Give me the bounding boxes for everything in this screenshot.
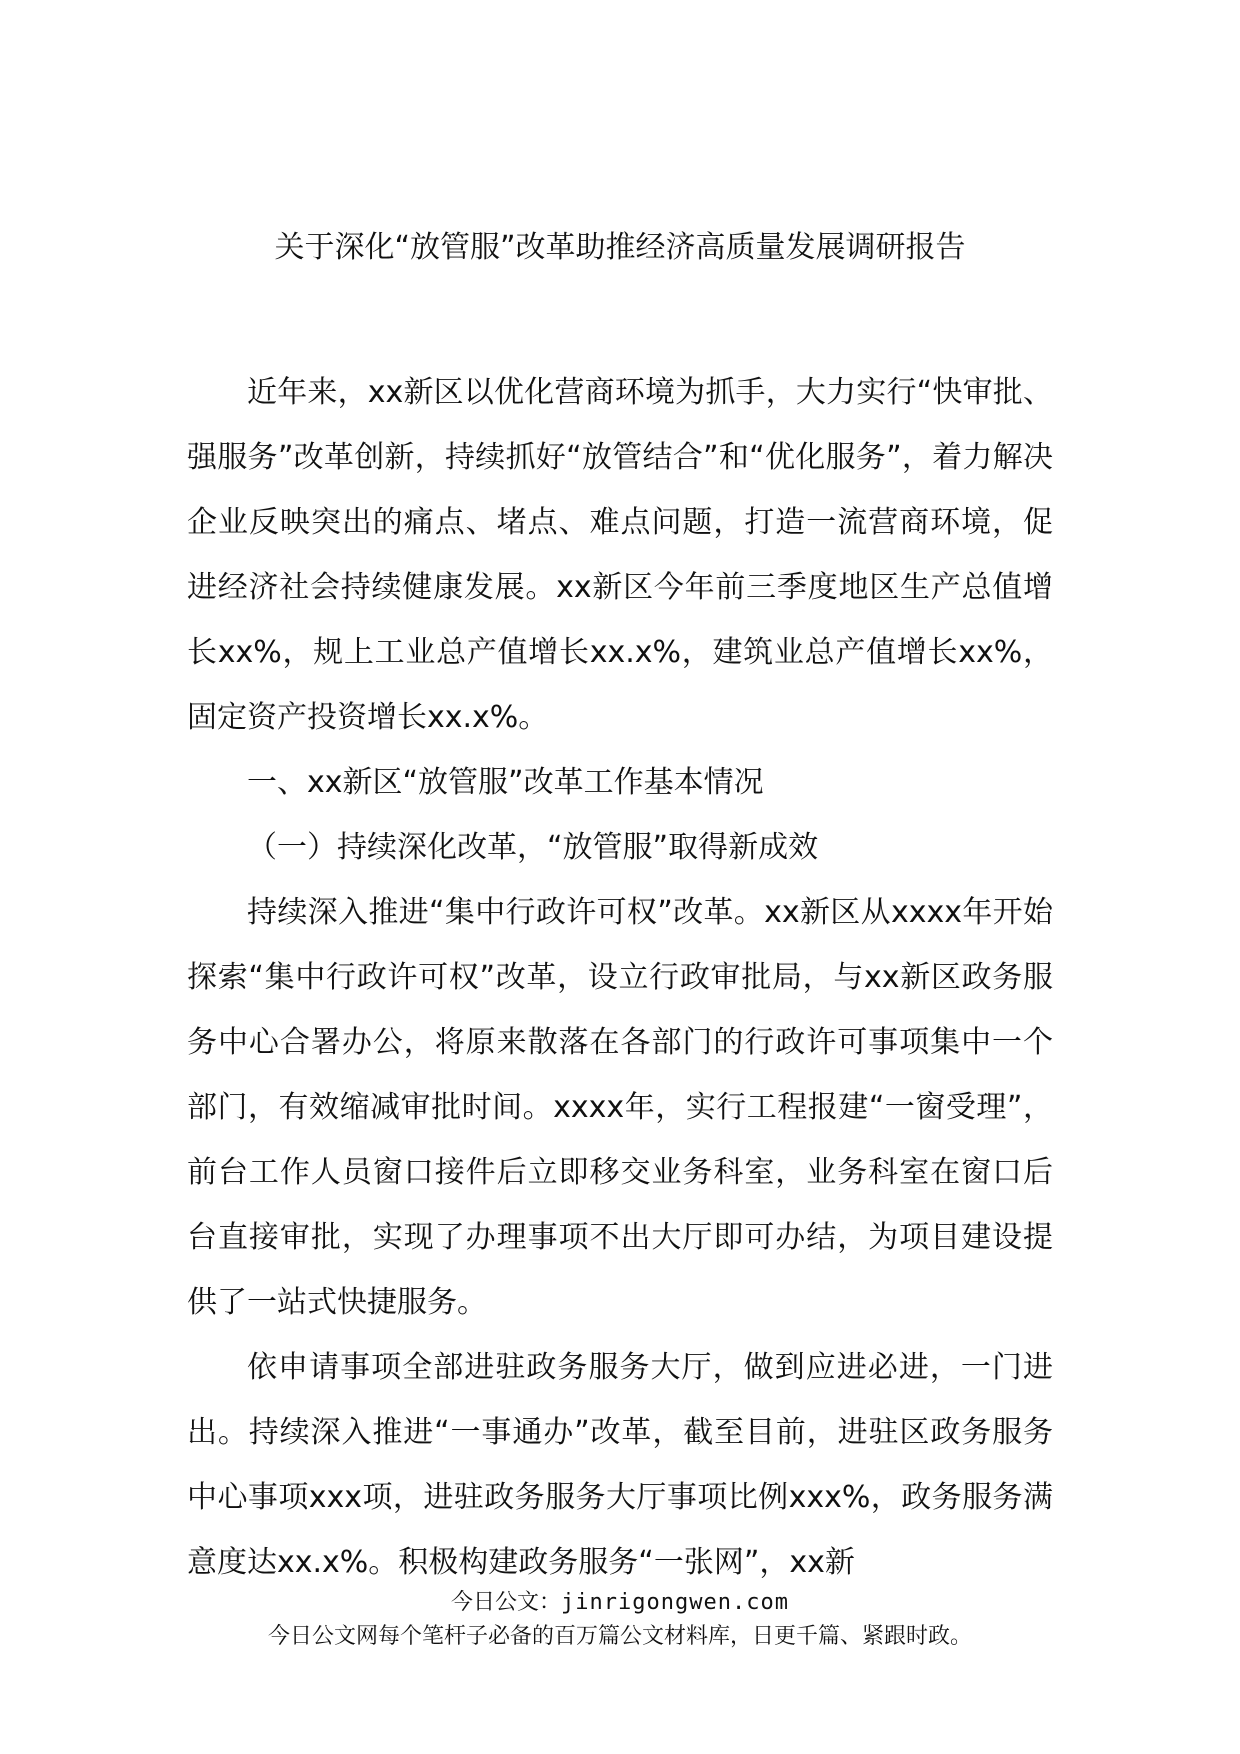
body-paragraph: 持续深入推进“集中行政许可权”改革。xx新区从xxxx年开始探索“集中行政许可权”改革，设立行政审批局，与xx新区政务服务中心合署办公，将原来散落在各部门的行政许可事项集中一个部门，有效缩减审批时间。xxxx年，实行工程报建“一窗受理”，前台工作人员窗口接件后立即移交业务科室，业务科室在窗口后台直接审批，实现了办理事项不出大厅即可办结，为项目建设提供了一站式快捷服务。: [187, 895, 1053, 1320]
body-paragraph: 依申请事项全部进驻政务服务大厅，做到应进必进，一门进出。持续深入推进“一事通办”改革，截至目前，进驻区政务服务中心事项xxx项，进驻政务服务大厅事项比例xxx%，政务服务满意度达xx.x%。积极构建政务服务“一张网”，xx新: [187, 1350, 1053, 1580]
document-title: 关于深化“放管服”改革助推经济高质量发展调研报告: [274, 230, 966, 265]
footer-label: 今日公文：: [451, 1590, 562, 1615]
watermark-footer: [0, 1586, 1240, 1654]
footer-site-line: [0, 1586, 1240, 1620]
footer-url: jinrigongwen.com: [561, 1590, 789, 1615]
body-paragraph: 近年来，xx新区以优化营商环境为抓手，大力实行“快审批、强服务”改革创新，持续抓好“放管结合”和“优化服务”，着力解决企业反映突出的痛点、堵点、难点问题，打造一流营商环境，促进经济社会持续健康发展。xx新区今年前三季度地区生产总值增长xx%，规上工业总产值增长xx.x%，建筑业总产值增长xx%，固定资产投资增长xx.x%。: [187, 375, 1053, 735]
footer-tagline: 今日公文网每个笔杆子必备的百万篇公文材料库，日更千篇、紧跟时政。: [267, 1624, 972, 1649]
section-heading: 一、xx新区“放管服”改革工作基本情况: [247, 765, 764, 800]
document-body: [187, 360, 1053, 1595]
subsection-heading: （一）持续深化改革，“放管服”取得新成效: [247, 830, 819, 865]
